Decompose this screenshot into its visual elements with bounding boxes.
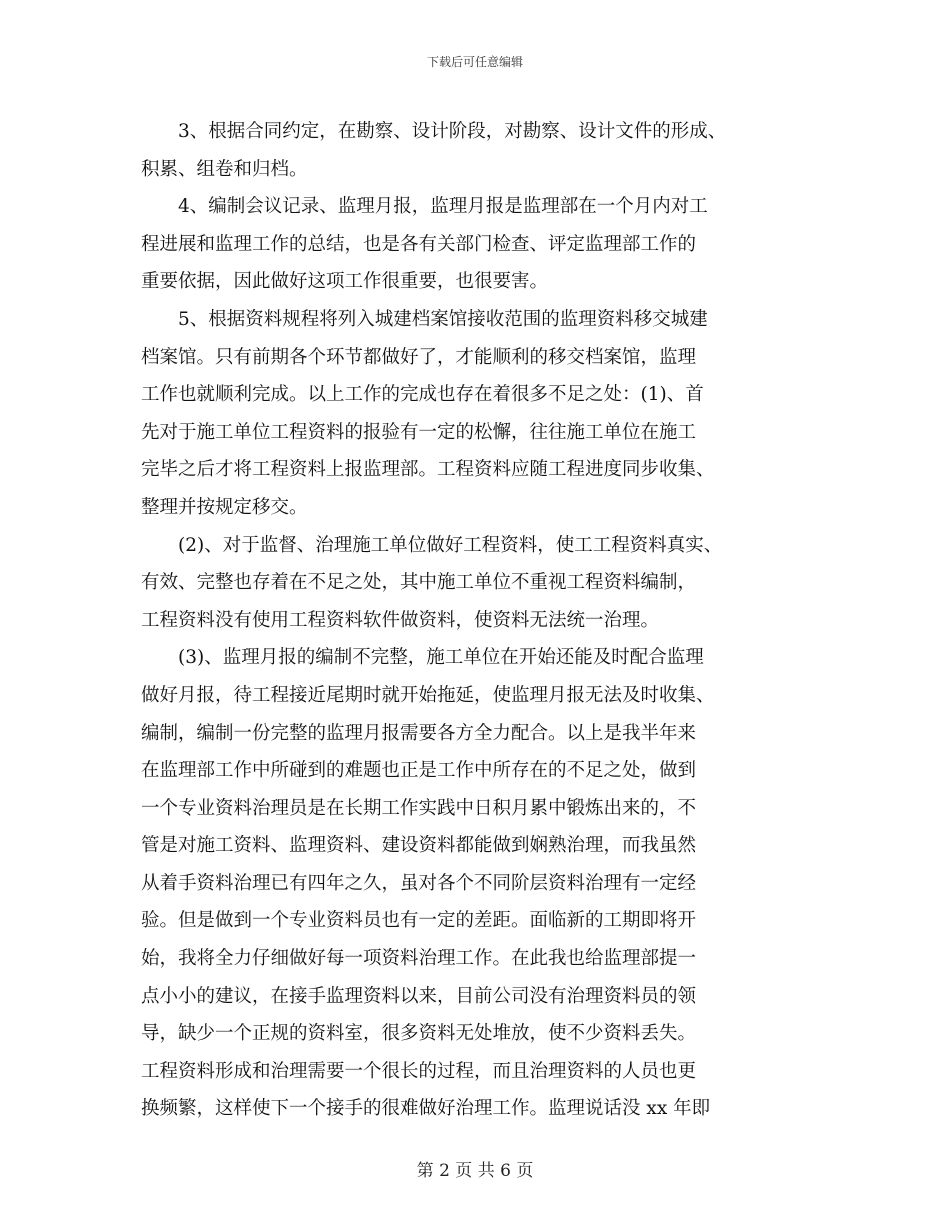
document-body — [141, 113, 831, 1128]
paragraph-line: 管是对施工资料、监理资料、建设资料都能做到娴熟治理，而我虽然 — [141, 835, 697, 857]
paragraph-line: 工程资料没有使用工程资料软件做资料，使资料无法统一治理。 — [141, 609, 660, 631]
paragraph-line: 在监理部工作中所碰到的难题也正是工作中所存在的不足之处，做到 — [141, 760, 697, 782]
paragraph-line: 点小小的建议，在接手监理资料以来，目前公司没有治理资料员的领 — [141, 985, 697, 1007]
paragraph-line: 档案馆。只有前期各个环节都做好了，才能顺利的移交档案馆，监理 — [141, 346, 697, 368]
paragraph-line: 编制，编制一份完整的监理月报需要各方全力配合。以上是我半年来 — [141, 722, 697, 744]
paragraph-line: 一个专业资料治理员是在长期工作实践中日积月累中锻炼出来的，不 — [141, 797, 697, 819]
paragraph-line: 整理并按规定移交。 — [141, 496, 308, 518]
paragraph-line: 先对于施工单位工程资料的报验有一定的松懈，往往施工单位在施工 — [141, 421, 697, 443]
paragraph-first-line: 5、根据资料规程将列入城建档案馆接收范围的监理资料移交城建 — [178, 308, 708, 330]
paragraph-line: 验。但是做到一个专业资料员也有一定的差距。面临新的工期即将开 — [141, 910, 697, 932]
paragraph-first-line: (2)、对于监督、治理施工单位做好工程资料，使工工程资料真实、 — [178, 534, 723, 556]
page-header: 下载后可任意编辑 — [426, 55, 523, 69]
paragraph-line: 工作也就顺利完成。以上工作的完成也存在着很多不足之处：(1)、首 — [141, 384, 704, 406]
paragraph-line: 完毕之后才将工程资料上报监理部。工程资料应随工程进度同步收集、 — [141, 459, 715, 481]
paragraph-first-line: (3)、监理月报的编制不完整，施工单位在开始还能及时配合监理 — [178, 647, 704, 669]
page-number: 第 2 页 共 6 页 — [416, 1161, 534, 1181]
paragraph-first-line: 4、编制会议记录、监理月报，监理月报是监理部在一个月内对工 — [178, 196, 708, 218]
paragraph-line: 做好月报，待工程接近尾期时就开始拖延，使监理月报无法及时收集、 — [141, 684, 715, 706]
paragraph-line: 重要依据，因此做好这项工作很重要，也很要害。 — [141, 271, 549, 293]
paragraph-line: 有效、完整也存着在不足之处，其中施工单位不重视工程资料编制， — [141, 572, 697, 594]
paragraph-line: 始，我将全力仔细做好每一项资料治理工作。在此我也给监理部提一 — [141, 948, 697, 970]
paragraph-line: 工程资料形成和治理需要一个很长的过程，而且治理资料的人员也更 — [141, 1060, 697, 1082]
paragraph-line: 积累、组卷和归档。 — [141, 158, 308, 180]
paragraph-line: 从着手资料治理已有四年之久，虽对各个不同阶层资料治理有一定经 — [141, 872, 697, 894]
paragraph-first-line: 3、根据合同约定，在勘察、设计阶段，对勘察、设计文件的形成、 — [178, 121, 727, 142]
paragraph-line: 换频繁，这样使下一个接手的很难做好治理工作。监理说话没 xx 年即 — [141, 1098, 711, 1120]
paragraph-line: 导，缺少一个正规的资料室，很多资料无处堆放，使不少资料丢失。 — [141, 1023, 697, 1045]
paragraph-line: 程进展和监理工作的总结，也是各有关部门检查、评定监理部工作的 — [141, 233, 697, 255]
